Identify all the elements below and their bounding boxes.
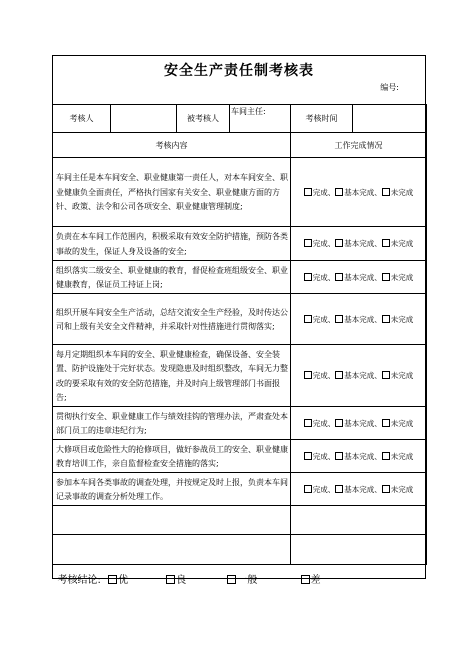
checkbox[interactable] <box>382 419 390 427</box>
status-option-label: 完成 <box>312 314 328 324</box>
status-options: 完成、 基本完成、 未完成 <box>291 407 427 440</box>
blank-status-cell[interactable] <box>291 535 427 565</box>
blank-row <box>53 506 427 535</box>
checkbox[interactable] <box>382 485 390 493</box>
status-option-label: 完成 <box>312 371 328 380</box>
status-option-label: 完成 <box>312 484 328 494</box>
serial-number-label: 编号: <box>380 83 399 92</box>
checkbox[interactable] <box>335 371 343 379</box>
table-row <box>53 407 427 440</box>
status-option-label: 基本完成 <box>344 239 375 248</box>
checkbox[interactable] <box>304 371 312 379</box>
status-option-label: 基本完成 <box>344 272 375 282</box>
status-options: 完成、 基本完成、 未完成 <box>291 473 427 506</box>
checkbox[interactable] <box>335 273 343 281</box>
status-options: 完成、 基本完成、 未完成 <box>291 158 427 227</box>
status-option-label: 基本完成 <box>344 484 375 494</box>
requirement-text: 组织落实二级安全、职业健康的教育，督促检查班组级安全、职业健康教育，保证员工持证上岗; <box>53 261 291 294</box>
rating-option-label: 一般 <box>237 574 258 586</box>
checkbox[interactable] <box>335 188 343 196</box>
table-row <box>53 345 427 407</box>
requirement-text: 参加本车间各类事故的调查处理，并按规定及时上报，负责本车间记录事故的调查分析处理工作。 <box>53 473 291 506</box>
rating-option-label: 优 <box>118 574 129 586</box>
rating-option-label: 良 <box>176 574 187 586</box>
checkbox[interactable] <box>382 273 390 281</box>
status-option-label: 未完成 <box>390 371 414 380</box>
checkbox[interactable] <box>304 452 312 460</box>
status-option-label: 基本完成 <box>344 187 375 197</box>
checkbox[interactable] <box>382 188 390 196</box>
checkbox[interactable] <box>335 315 343 323</box>
assessor-field[interactable] <box>111 105 177 133</box>
status-option-label: 完成 <box>312 418 328 428</box>
content-column-header: 考核内容 <box>53 133 291 158</box>
status-option-label: 完成 <box>312 451 328 461</box>
checkbox[interactable] <box>304 188 312 196</box>
checkbox[interactable] <box>335 239 343 247</box>
checkbox[interactable] <box>382 315 390 323</box>
status-option-label: 基本完成 <box>344 371 375 380</box>
table-row <box>53 440 427 473</box>
table-row <box>53 473 427 506</box>
table-row <box>53 261 427 294</box>
blank-row <box>53 535 427 565</box>
checkbox[interactable] <box>304 273 312 281</box>
assessment-time-label: 考核时间 <box>291 105 353 133</box>
conclusion-row <box>53 565 427 592</box>
rating-option <box>227 571 257 586</box>
status-option-label: 未完成 <box>390 272 414 282</box>
assessee-label: 被考核人 <box>177 105 230 133</box>
table-row <box>53 158 427 227</box>
status-options: 完成、 基本完成、 未完成 <box>291 294 427 345</box>
rating-option <box>166 571 186 586</box>
assessment-table <box>52 104 427 592</box>
requirement-text: 车间主任是本车间安全、职业健康第一责任人，对本车间安全、职业健康负全面责任，严格执行国家有关安全、职业健康方面的方针、政策、法令和公司各项安全、职业健康管理制度; <box>53 158 291 227</box>
header-row <box>53 105 427 133</box>
rating-option-label: 差 <box>310 574 321 586</box>
checkbox[interactable] <box>108 575 117 584</box>
assessor-label: 考核人 <box>53 105 111 133</box>
status-option-label: 完成 <box>312 187 328 197</box>
table-row <box>53 227 427 261</box>
conclusion-cell <box>53 565 427 592</box>
status-option-label: 未完成 <box>390 239 414 248</box>
checkbox[interactable] <box>304 239 312 247</box>
form-title: 安全生产责任制考核表 <box>164 63 314 79</box>
conclusion-label: 考核结论: <box>57 574 101 586</box>
workshop-head-field[interactable] <box>230 105 291 133</box>
status-option-label: 未完成 <box>390 451 414 461</box>
checkbox[interactable] <box>227 575 236 584</box>
checkbox[interactable] <box>301 575 310 584</box>
status-column-header: 工作完成情况 <box>291 133 427 158</box>
status-option-label: 基本完成 <box>344 418 375 428</box>
status-option-label: 完成 <box>312 272 328 282</box>
checkbox[interactable] <box>335 419 343 427</box>
checkbox[interactable] <box>304 315 312 323</box>
checkbox[interactable] <box>304 419 312 427</box>
requirement-text: 大修项目或危险性大的抢修项目，做好参战员工的安全、职业健康教育培训工作，亲自监督检查安全措施的落实; <box>53 440 291 473</box>
checkbox[interactable] <box>166 575 175 584</box>
status-options: 完成、 基本完成、 未完成 <box>291 440 427 473</box>
blank-content-cell[interactable] <box>53 535 291 565</box>
workshop-head-label: 车间主任: <box>231 107 266 116</box>
assessment-form <box>52 55 426 586</box>
rating-option <box>108 571 128 586</box>
status-option-label: 未完成 <box>390 484 414 494</box>
table-row <box>53 294 427 345</box>
checkbox[interactable] <box>304 485 312 493</box>
status-option-label: 基本完成 <box>344 451 375 461</box>
checkbox[interactable] <box>382 371 390 379</box>
status-option-label: 未完成 <box>390 314 414 324</box>
column-header-row <box>53 133 427 158</box>
checkbox[interactable] <box>382 452 390 460</box>
requirement-text: 贯彻执行安全、职业健康工作与绩效挂钩的管理办法，严肃查处本部门员工的违章违纪行为; <box>53 407 291 440</box>
checkbox[interactable] <box>382 239 390 247</box>
requirement-text: 负责在本车间工作范围内，积极采取有效安全防护措施，预防各类事故的发生，保证人身及设备的安全; <box>53 227 291 261</box>
assessment-time-field[interactable] <box>353 105 427 133</box>
checkbox[interactable] <box>335 485 343 493</box>
status-option-label: 未完成 <box>390 187 414 197</box>
checkbox[interactable] <box>335 452 343 460</box>
requirement-text: 组织开展车间安全生产活动，总结交流安全生产经验，及时传达公司和上级有关安全文件精神，并采取针对性措施进行贯彻落实; <box>53 294 291 345</box>
blank-content-cell[interactable] <box>53 506 291 535</box>
status-option-label: 基本完成 <box>344 314 375 324</box>
status-options: 完成、 基本完成、 未完成 <box>291 345 427 407</box>
status-option-label: 未完成 <box>390 418 414 428</box>
rating-option <box>301 571 321 586</box>
status-option-label: 完成 <box>312 239 328 248</box>
blank-status-cell[interactable] <box>291 506 427 535</box>
status-options: 完成、 基本完成、 未完成 <box>291 227 427 261</box>
status-options: 完成、 基本完成、 未完成 <box>291 261 427 294</box>
requirement-text: 每月定期组织本车间的安全、职业健康检查，确保设备、安全装置、防护设施处于完好状态。发现隐患及时组织整改，车间无力整改的要采取有效的安全防范措施，并及时向上级管理部门书面报告; <box>53 345 291 407</box>
